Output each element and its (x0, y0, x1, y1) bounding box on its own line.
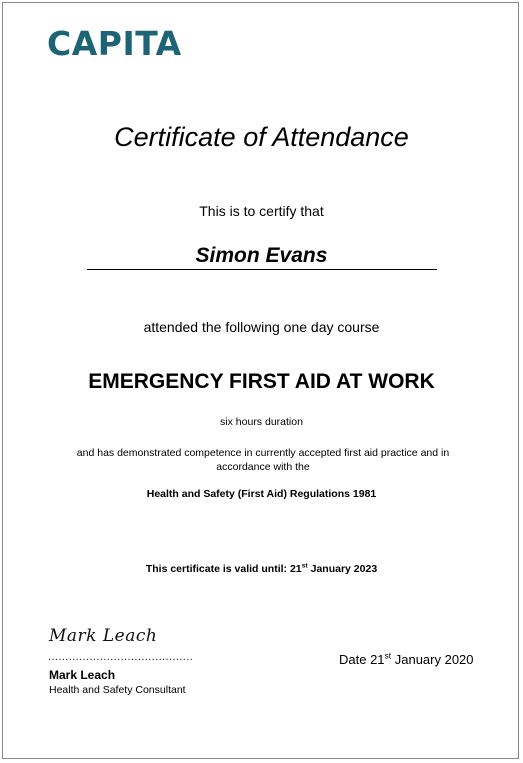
issue-date-ordinal: st (384, 650, 392, 661)
capita-logo: CAPITA (47, 24, 182, 63)
validity-rest: January 2023 (307, 563, 378, 575)
validity-statement (3, 563, 520, 575)
validity-prefix: This certificate is valid until: 21 (145, 563, 302, 575)
recipient-underline (87, 269, 437, 270)
attended-text: attended the following one day course (143, 319, 380, 335)
regulations-reference: Health and Safety (First Aid) Regulations 1981 (146, 488, 377, 500)
recipient-name: Simon Evans (195, 244, 328, 267)
course-name: EMERGENCY FIRST AID AT WORK (88, 370, 435, 393)
course-duration: six hours duration (220, 416, 303, 428)
handwritten-signature: Mark Leach (49, 626, 158, 646)
issue-date-prefix: Date 21 (339, 652, 385, 667)
signature-dotted-line: .......................................... (48, 651, 194, 663)
competence-statement: and has demonstrated competence in currently accepted first aid practice and in accordance with the (76, 447, 450, 473)
certify-text: This is to certify that (199, 203, 324, 219)
issue-date (339, 652, 474, 667)
signatory-role: Health and Safety Consultant (49, 684, 186, 696)
validity-ordinal: st (301, 562, 308, 570)
certificate-title: Certificate of Attendance (114, 122, 409, 152)
certificate-page (2, 2, 519, 759)
issue-date-rest: January 2020 (391, 652, 474, 667)
signatory-name: Mark Leach (49, 668, 116, 682)
